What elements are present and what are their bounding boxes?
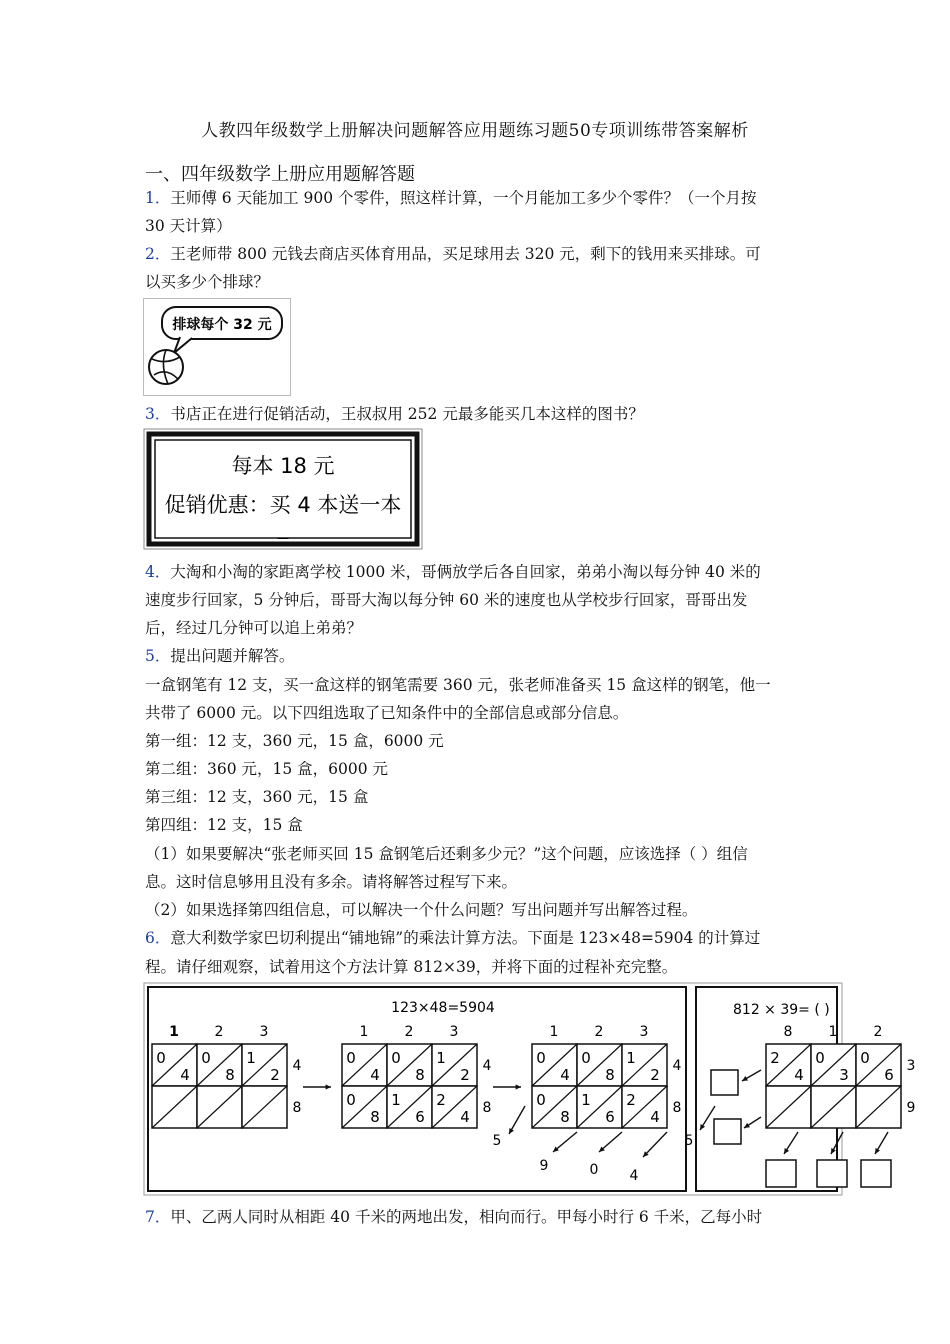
q2-number: 2． [145,245,171,263]
grid2-ones-digit: 2 [460,1066,470,1084]
q4-line1: 4．大淘和小淘的家距离学校 1000 米，哥俩放学后各自回家，弟弟小淘以每分钟 40 米的 [145,563,761,581]
grid3-ones-digit: 2 [650,1066,660,1084]
grid4-top-digit: 8 [783,1024,793,1040]
grid4-ones-digit: 4 [794,1066,804,1084]
answer-box [817,1160,847,1187]
grid1-top-digit: 1 [169,1024,179,1040]
example-equation: 123×48=5904 [391,1000,495,1016]
grid3-tens-digit: 1 [626,1049,636,1067]
exercise-equation: 812 × 39= ( ) [733,1002,830,1018]
grid3-side-digit: 8 [672,1100,682,1116]
q2-line2: 以买多少个排球？ [145,273,270,291]
grid3-top-digit: 1 [549,1024,559,1040]
grid2-top-digit: 3 [449,1024,459,1040]
answer-box [711,1070,738,1095]
grid2-tens-digit: 0 [391,1049,401,1067]
grid4-tens-digit: 0 [860,1049,870,1067]
grid2-ones-digit: 4 [460,1108,470,1126]
result-digit: 9 [539,1158,549,1174]
grid3-tens-digit: 0 [581,1049,591,1067]
grid1-side-digit: 8 [292,1100,302,1116]
q1-line1: 1．王师傅 6 天能加工 900 个零件，照这样计算，一个月能加工多少个零件？（一个月按 [145,189,757,207]
result-digit: 4 [629,1168,639,1184]
grid3-tens-digit: 0 [536,1049,546,1067]
bubble-text: 排球每个 32 元 [172,317,272,333]
q7-line1: 7．甲、乙两人同时从相距 40 千米的两地出发，相向而行。甲每小时行 6 千米，乙每小时 [145,1208,763,1226]
grid4-top-digit: 2 [873,1024,883,1040]
grid4-side-digit: 3 [906,1058,916,1074]
sign-mark: — [277,531,289,545]
q2-line1: 2．王老师带 800 元钱去商店买体育用品，买足球用去 320 元，剩下的钱用来买排球。可 [145,245,761,263]
grid3-tens-digit: 1 [581,1091,591,1109]
volleyball-picture [144,299,290,395]
q7-number: 7． [145,1208,171,1226]
grid2-ones-digit: 4 [370,1066,380,1084]
grid2-tens-digit: 1 [391,1091,401,1109]
grid1-side-digit: 4 [292,1058,302,1074]
grid4-tens-digit: 0 [815,1049,825,1067]
q5-line2: 一盒钢笔有 12 支，买一盒这样的钢笔需要 360 元，张老师准备买 15 盒这样的钢笔，他一 [145,676,771,694]
grid3-tens-digit: 2 [626,1091,636,1109]
q5-part1-line1: （1）如果要解决“张老师买回 15 盒钢笔后还剩多少元？”这个问题，应该选择（ ）组信 [145,845,748,863]
grid2-tens-digit: 2 [436,1091,446,1109]
grid3-ones-digit: 6 [605,1108,615,1126]
grid2-top-digit: 1 [359,1024,369,1040]
promotion-sign [143,428,423,550]
q5-group2: 第二组：360 元，15 盒，6000 元 [145,760,389,778]
result-digit: 5 [684,1133,694,1149]
document-title: 人教四年级数学上册解决问题解答应用题练习题50专项训练带答案解析 [201,121,749,141]
q5-line1: 5．提出问题并解答。 [145,647,295,665]
grid3-side-digit: 4 [672,1058,682,1074]
grid3-ones-digit: 4 [560,1066,570,1084]
answer-box [714,1119,741,1144]
volleyball-illustration [143,298,291,396]
grid3-top-digit: 2 [594,1024,604,1040]
grid2-tens-digit: 0 [346,1091,356,1109]
grid2-side-digit: 8 [482,1100,492,1116]
grid1-tens-digit: 0 [156,1049,166,1067]
q5-line3: 共带了 6000 元。以下四组选取了已知条件中的全部信息或部分信息。 [145,704,629,722]
q4-number: 4． [145,563,171,581]
grid2-tens-digit: 0 [346,1049,356,1067]
grid2-ones-digit: 8 [370,1108,380,1126]
q5-group1: 第一组：12 支，360 元，15 盒，6000 元 [145,732,444,750]
grid2-ones-digit: 8 [415,1066,425,1084]
grid4-ones-digit: 6 [884,1066,894,1084]
grid1-tens-digit: 1 [246,1049,256,1067]
q1-line2: 30 天计算） [145,217,232,235]
grid3-ones-digit: 8 [560,1108,570,1126]
grid1-ones-digit: 4 [180,1066,190,1084]
grid1-tens-digit: 0 [201,1049,211,1067]
q1-number: 1． [145,189,171,207]
answer-box [861,1160,891,1187]
grid3-top-digit: 3 [639,1024,649,1040]
grid3-ones-digit: 4 [650,1108,660,1126]
lattice-multiplication-figure [143,982,916,1196]
grid2-tens-digit: 1 [436,1049,446,1067]
grid1-top-digit: 3 [259,1024,269,1040]
result-digit: 5 [492,1133,502,1149]
grid2-top-digit: 2 [404,1024,414,1040]
grid1-top-digit: 2 [214,1024,224,1040]
q6-number: 6． [145,929,171,947]
grid4-top-digit: 1 [828,1024,838,1040]
grid1-ones-digit: 8 [225,1066,235,1084]
result-digit: 0 [589,1162,599,1178]
q4-line3: 后，经过几分钟可以追上弟弟？ [145,619,363,637]
grid1-ones-digit: 2 [270,1066,280,1084]
section-heading: 一、四年级数学上册应用题解答题 [145,164,415,185]
grid3-tens-digit: 0 [536,1091,546,1109]
q5-group3: 第三组：12 支，360 元，15 盒 [145,788,369,806]
answer-box [766,1160,796,1187]
grid4-ones-digit: 3 [839,1066,849,1084]
q5-group4: 第四组：12 支，15 盒 [145,816,303,834]
grid4-side-digit: 9 [906,1100,916,1116]
grid2-side-digit: 4 [482,1058,492,1074]
sign-offer: 促销优惠：买 4 本送一本 [164,493,402,517]
q6-line1: 6．意大利数学家巴切利提出“铺地锦”的乘法计算方法。下面是 123×48=5904 的计算过 [145,929,761,947]
q3-number: 3． [145,405,171,423]
q5-part2: （2）如果选择第四组信息，可以解决一个什么问题？写出问题并写出解答过程。 [145,901,698,919]
q3-line1: 3．书店正在进行促销活动，王叔叔用 252 元最多能买几本这样的图书？ [145,405,644,423]
grid4-tens-digit: 2 [770,1049,780,1067]
q4-line2: 速度步行回家，5 分钟后，哥哥大淘以每分钟 60 米的速度也从学校步行回家，哥哥出发 [145,591,748,609]
q5-number: 5． [145,647,171,665]
grid3-ones-digit: 8 [605,1066,615,1084]
sign-price: 每本 18 元 [231,454,335,478]
q6-line2: 程。请仔细观察，试着用这个方法计算 812×39，并将下面的过程补充完整。 [145,958,678,976]
grid2-ones-digit: 6 [415,1108,425,1126]
q5-part1-line2: 息。这时信息够用且没有多余。请将解答过程写下来。 [145,873,518,891]
